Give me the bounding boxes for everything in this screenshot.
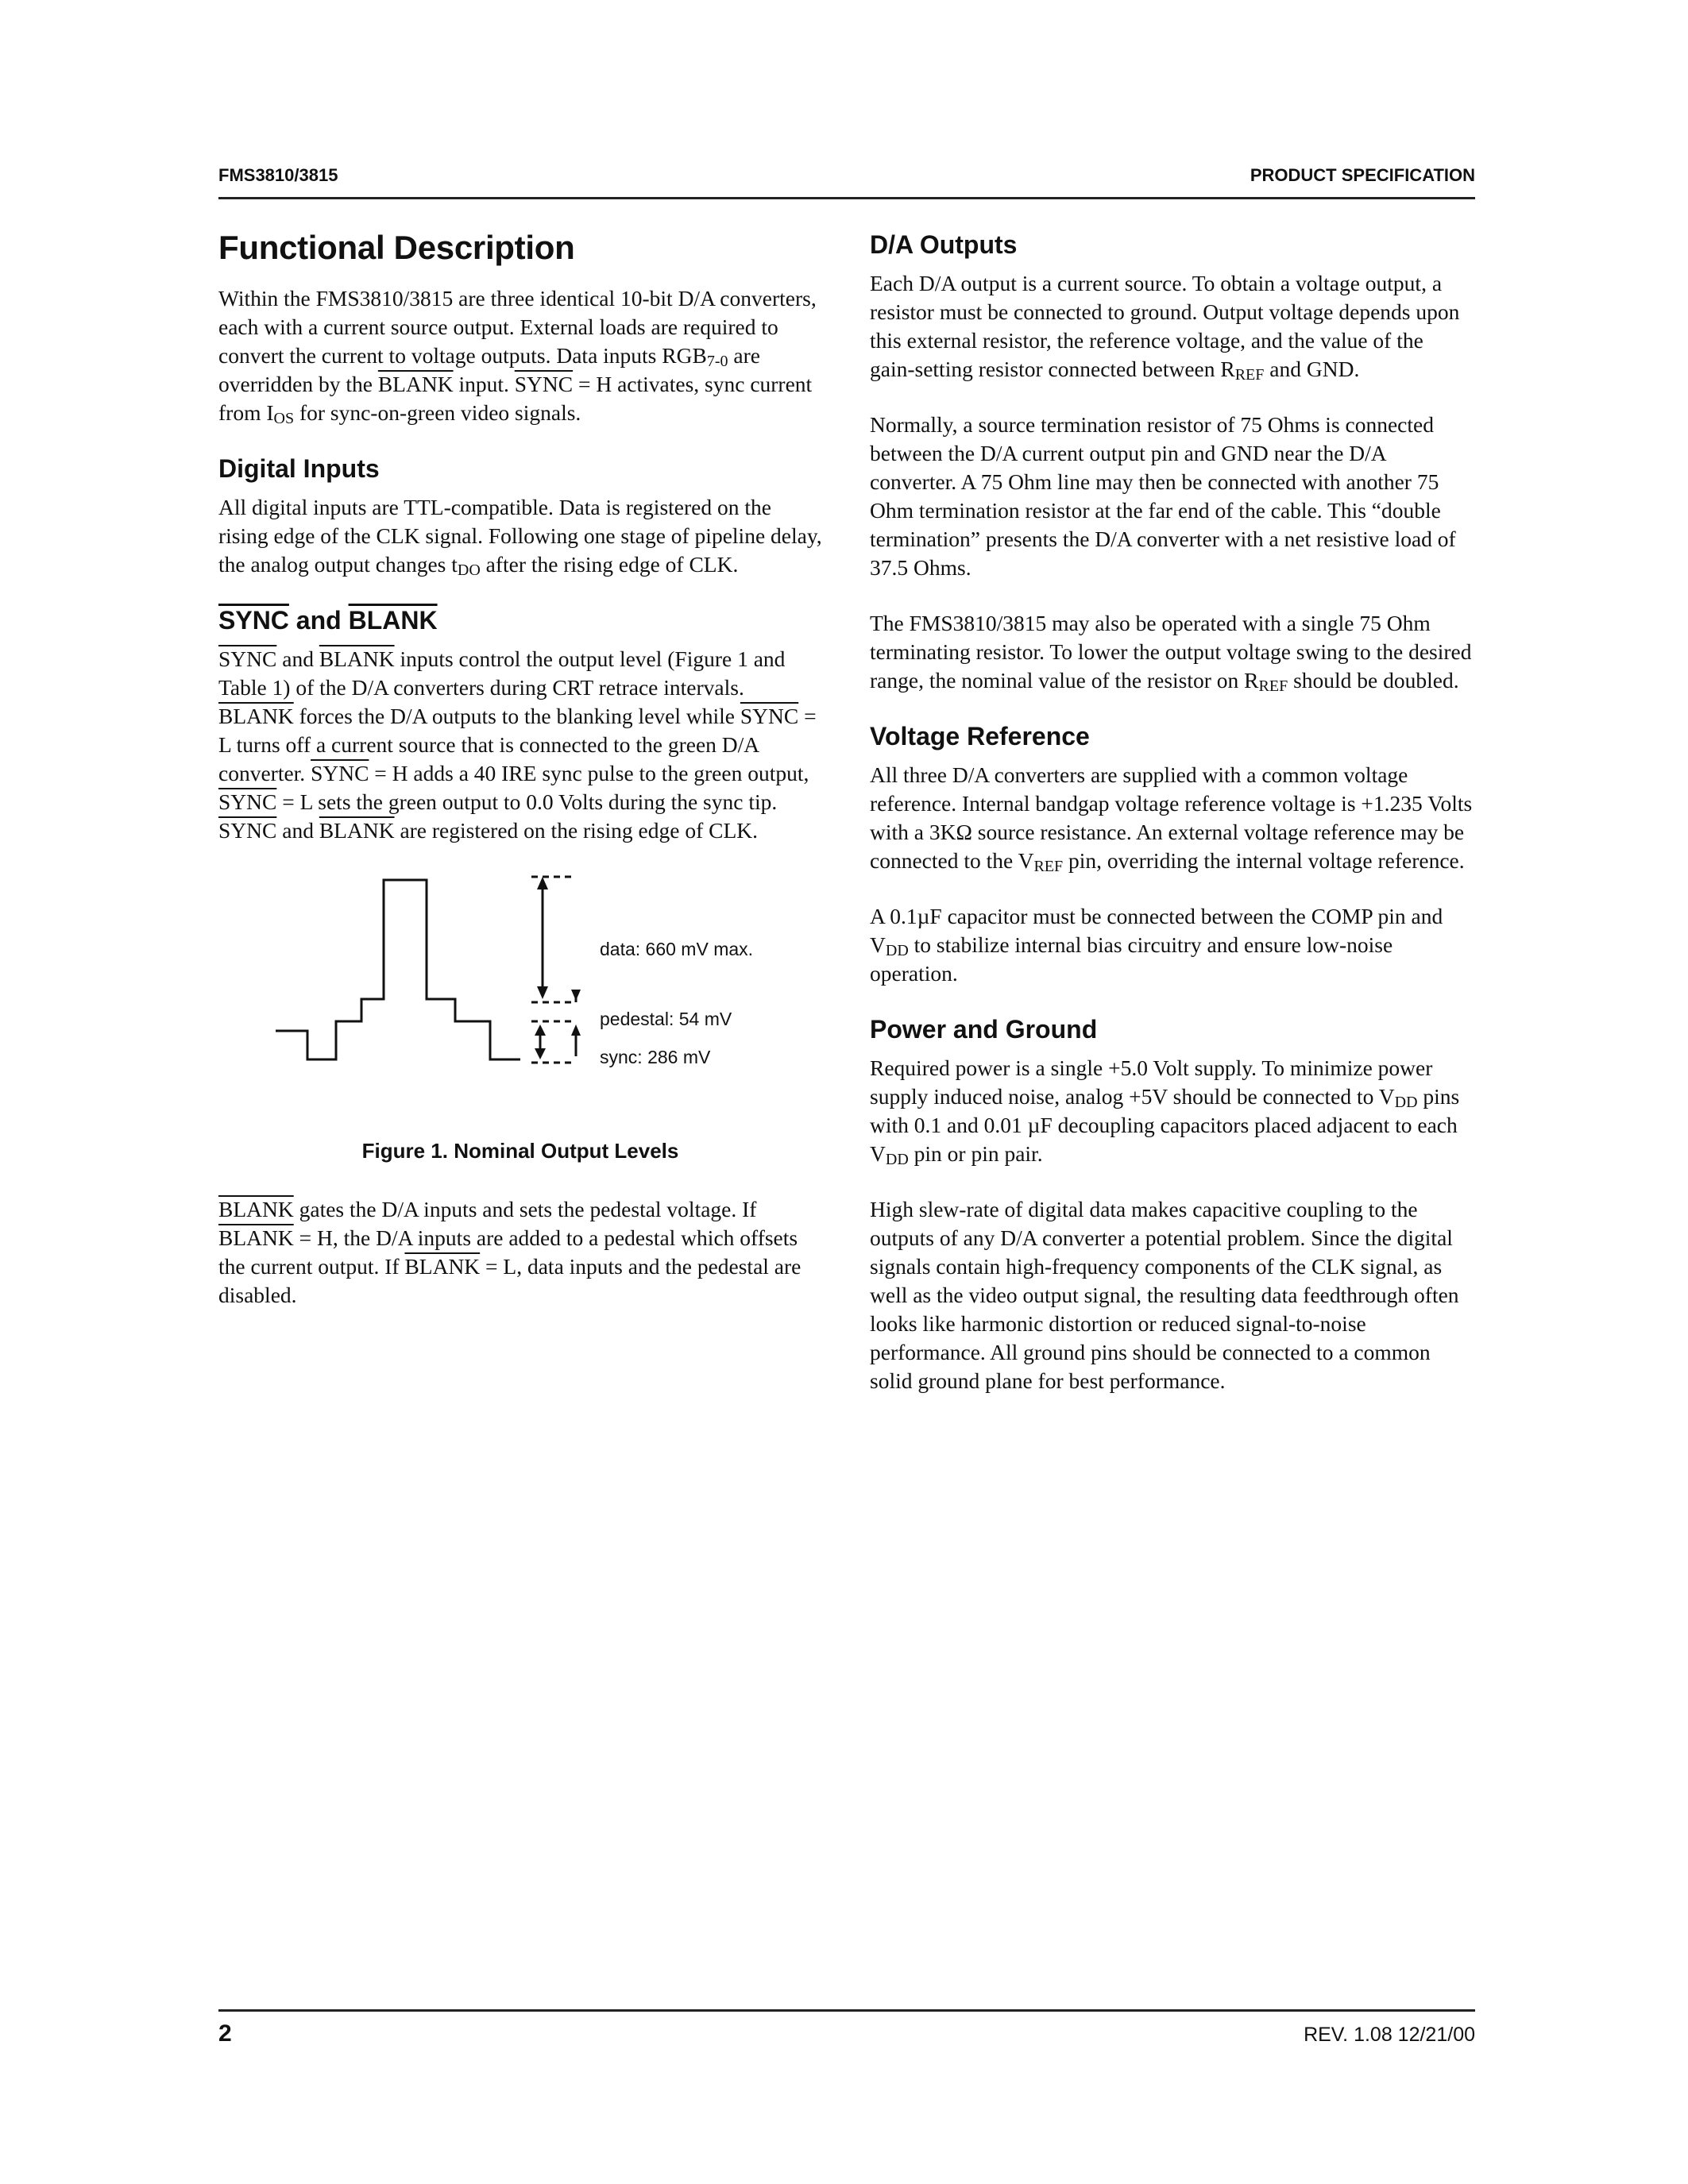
- output-levels-diagram: [218, 872, 822, 1134]
- sync-arrow-down: [535, 1048, 546, 1059]
- page-header: [218, 165, 1475, 186]
- sync-blank-heading: SYNC and BLANK: [218, 606, 438, 635]
- functional-description-heading: Functional Description: [218, 229, 575, 266]
- blank-paragraph: BLANK gates the D/A inputs and sets the pedestal voltage. If BLANK = H, the D/A inputs are added to a pedestal which offsets the current output. If BLANK = L, data inputs and the pedestal are disabled.: [218, 1197, 802, 1307]
- data-arrow-up: [537, 877, 548, 889]
- pedestal-level-label: pedestal: 54 mV: [600, 1009, 732, 1029]
- digital-inputs-paragraph: All digital inputs are TTL-compatible. Data is registered on the rising edge of the CLK signal. Following one stage of pipeline delay, the analog output changes $t_{DO}$ after the rising edge of CLK.: [218, 495, 822, 579]
- voltage-reference-paragraph-1: All three D/A converters are supplied with a common voltage reference. Internal bandgap voltage reference voltage is +1.235 Volts with a 3KΩ source resistance. An external voltage reference may be connected to the $V_{REF}$ pin, overriding the internal voltage reference.: [870, 762, 1473, 875]
- sync-arrow-up: [535, 1024, 546, 1036]
- output-levels-figure: [218, 872, 822, 1134]
- digital-inputs-heading: Digital Inputs: [218, 454, 380, 483]
- voltage-reference-paragraph-2: A 0.1µF capacitor must be connected between the COMP pin and $V_{DD}$ to stabilize internal bias circuitry and ensure low-noise operation.: [870, 904, 1443, 986]
- da-outputs-paragraph-1: Each D/A output is a current source. To obtain a voltage output, a resistor must be connected to ground. Output voltage depends upon this external resistor, the reference voltage, and the value of the gain-setting resistor connected between $R_{REF}$ and GND.: [870, 271, 1460, 384]
- output-waveform: [276, 880, 520, 1059]
- sync-level-label: sync: 286 mV: [600, 1047, 711, 1067]
- da-outputs-paragraph-3: The FMS3810/3815 may also be operated with a single 75 Ohm terminating resistor. To lower the output voltage swing to the desired range, the nominal value of the resistor on $R_{REF}$ should be doubled.: [870, 611, 1472, 695]
- right-column: [870, 221, 1474, 1422]
- power-ground-heading: Power and Ground: [870, 1015, 1098, 1044]
- pedestal-arrow-down: [571, 990, 581, 1001]
- sync-blank-paragraph: SYNC and BLANK inputs control the output level (Figure 1 and Table 1) of the D/A converters during CRT retrace intervals. BLANK forces the D/A outputs to the blanking level while SYNC = L turns off a current source that is connected to the green D/A converter. SYNC = H adds a 40 IRE sync pulse to the green output, SYNC = L sets the green output to 0.0 Volts during the sync tip. SYNC and BLANK are registered on the rising edge of CLK.: [218, 646, 817, 843]
- data-level-label: data: 660 mV max.: [600, 939, 754, 959]
- page-footer: [218, 2020, 1475, 2047]
- figure-caption: Figure 1. Nominal Output Levels: [361, 1139, 679, 1163]
- power-ground-paragraph-2: High slew-rate of digital data makes capacitive coupling to the outputs of any D/A converter a potential problem. Since the digital signals contain high-frequency components of the CLK signal, as well as the video output signal, the resulting data feedthrough often looks like harmonic distortion or reduced signal-to-noise performance. All ground pins should be connected to a common solid ground plane for best performance.: [870, 1197, 1459, 1393]
- functional-description-paragraph: Within the FMS3810/3815 are three identical 10-bit D/A converters, each with a current source output. External loads are required to convert the current to voltage outputs. Data inputs $RGB_{7-0}$ are overridden by the BLANK input. SYNC = H activates, sync current from $I_{OS}$ for sync-on-green video signals.: [218, 286, 817, 427]
- footer-rule: [218, 2009, 1475, 2012]
- page-number: 2: [218, 2020, 232, 2047]
- left-column: [218, 221, 822, 1337]
- voltage-reference-heading: Voltage Reference: [870, 722, 1090, 751]
- da-outputs-heading: D/A Outputs: [870, 230, 1018, 259]
- sync-tick-arrow-up: [571, 1024, 581, 1036]
- data-arrow-down: [537, 986, 548, 999]
- revision-date: REV. 1.08 12/21/00: [1304, 2024, 1475, 2046]
- power-ground-paragraph-1: Required power is a single +5.0 Volt supply. To minimize power supply induced noise, analog +5V should be connected to $V_{DD}$ pins with 0.1 and 0.01 µF decoupling capacitors placed adjacent to each $V_{DD}$ pin or pin pair.: [870, 1055, 1460, 1168]
- header-rule: [218, 197, 1475, 199]
- da-outputs-paragraph-2: Normally, a source termination resistor of 75 Ohms is connected between the D/A current output pin and GND near the D/A converter. A 75 Ohm line may then be connected with another 75 Ohm termination resistor at the far end of the cable. This “double termination” presents the D/A converter with a net resistive load of 37.5 Ohms.: [870, 412, 1456, 580]
- header-product: FMS3810/3815: [218, 165, 338, 185]
- header-doc-type: PRODUCT SPECIFICATION: [1250, 165, 1475, 185]
